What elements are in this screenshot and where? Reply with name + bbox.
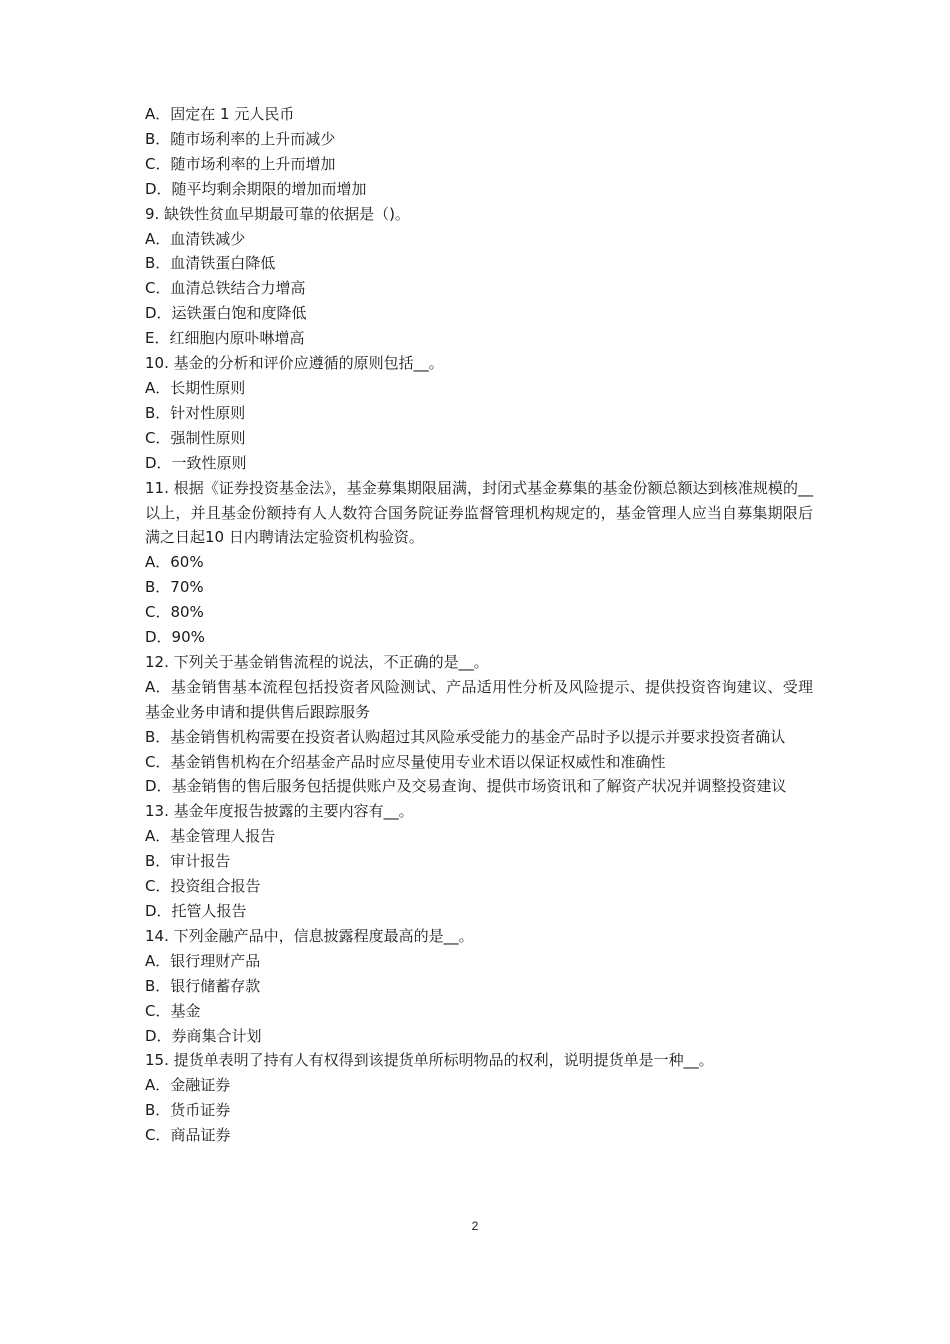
option-line: B．银行储蓄存款 bbox=[145, 976, 261, 995]
option-line: A．60% bbox=[145, 553, 204, 572]
option-line: B．70% bbox=[145, 578, 204, 597]
option-paragraph: B．基金销售机构需要在投资者认购超过其风险承受能力的基金产品时予以提示并要求投资者确认 bbox=[145, 727, 786, 746]
option-line: C．基金销售机构在介绍基金产品时应尽量使用专业术语以保证权威性和准确性 bbox=[145, 752, 666, 771]
page-number: 2 bbox=[471, 1219, 479, 1233]
page-content bbox=[145, 102, 813, 1148]
question-line: 13. 基金年度报告披露的主要内容有__。 bbox=[145, 802, 414, 821]
question-line: 10. 基金的分析和评价应遵循的原则包括__。 bbox=[145, 354, 444, 373]
option-line: B．血清铁蛋白降低 bbox=[145, 254, 276, 273]
option-line: D．90% bbox=[145, 628, 205, 647]
option-line: C．血清总铁结合力增高 bbox=[145, 279, 306, 298]
question-line: 12. 下列关于基金销售流程的说法，不正确的是__。 bbox=[145, 652, 489, 671]
option-paragraph: A．基金销售基本流程包括投资者风险测试、产品适用性分析及风险提示、提供投资咨询建议、受理基金业务申请和提供售后跟踪服务 bbox=[145, 677, 813, 721]
option-line: A．金融证券 bbox=[145, 1076, 231, 1095]
option-line: C．80% bbox=[145, 603, 204, 622]
option-line: A．长期性原则 bbox=[145, 378, 246, 397]
option-line: E．红细胞内原卟啉增高 bbox=[145, 329, 305, 348]
option-line: C．投资组合报告 bbox=[145, 877, 261, 896]
option-line: C．商品证券 bbox=[145, 1126, 231, 1145]
option-line: D．托管人报告 bbox=[145, 902, 247, 920]
option-line: A．银行理财产品 bbox=[145, 951, 261, 970]
option-line: A．基金管理人报告 bbox=[145, 827, 276, 846]
option-line: D．随平均剩余期限的增加而增加 bbox=[145, 179, 367, 198]
option-line: C．随市场利率的上升而增加 bbox=[145, 154, 336, 173]
option-line: D．一致性原则 bbox=[145, 453, 247, 472]
option-line: B．针对性原则 bbox=[145, 403, 246, 422]
question-line: 15. 提货单表明了持有人有权得到该提货单所标明物品的权利，说明提货单是一种__。 bbox=[145, 1051, 714, 1070]
option-line: C．强制性原则 bbox=[145, 428, 246, 447]
option-paragraph: D．基金销售的售后服务包括提供账户及交易查询、提供市场资讯和了解资产状况并调整投资建议 bbox=[145, 777, 787, 796]
option-line: A．固定在 1 元人民币 bbox=[145, 105, 295, 123]
option-line: B．货币证券 bbox=[145, 1101, 231, 1120]
question-paragraph: 11. 根据《证券投资基金法》，基金募集期限届满，封闭式基金募集的基金份额总额达到核准规模的__以上，并且基金份额持有人人数符合国务院证券监督管理机构规定的，基金管理人应当自募集期限后满之日起10 日内聘请法定验资机构验资。 bbox=[145, 478, 813, 547]
option-line: B．审计报告 bbox=[145, 852, 231, 871]
option-line: A．血清铁减少 bbox=[145, 229, 246, 248]
option-line: B．随市场利率的上升而减少 bbox=[145, 129, 336, 148]
option-line: D．运铁蛋白饱和度降低 bbox=[145, 304, 307, 323]
option-line: D．券商集合计划 bbox=[145, 1026, 262, 1045]
option-line: C．基金 bbox=[145, 1001, 201, 1020]
question-line: 9. 缺铁性贫血早期最可靠的依据是（)。 bbox=[145, 204, 410, 223]
question-line: 14. 下列金融产品中，信息披露程度最高的是__。 bbox=[145, 926, 474, 945]
